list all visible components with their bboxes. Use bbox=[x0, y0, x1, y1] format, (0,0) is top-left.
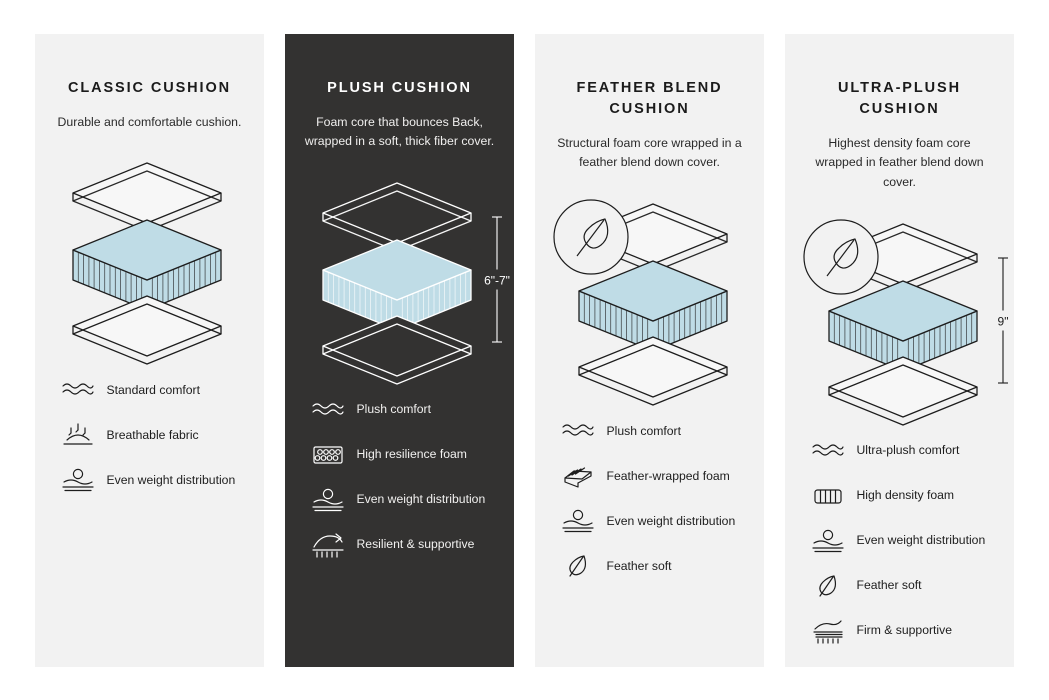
feature-row bbox=[805, 476, 995, 516]
wave-lines-icon bbox=[555, 414, 601, 448]
even-weight-distribution-icon bbox=[305, 483, 351, 517]
card-title: ULTRA-PLUSH CUSHION bbox=[838, 79, 961, 117]
feature-row bbox=[805, 611, 995, 651]
feature-row bbox=[555, 501, 745, 541]
feature-label: High density foam bbox=[856, 488, 955, 503]
wave-lines-icon bbox=[805, 434, 851, 468]
feature-label: Standard comfort bbox=[106, 382, 200, 397]
cushion-card-feather-blend-cushion[interactable] bbox=[535, 34, 764, 667]
feature-label: Plush comfort bbox=[606, 423, 682, 438]
feature-row bbox=[305, 435, 495, 475]
feature-label: Feather-wrapped foam bbox=[606, 468, 730, 483]
cushion-layers-illustration bbox=[285, 158, 514, 386]
feature-label: Even weight distribution bbox=[106, 472, 236, 487]
svg-text:6"-7": 6"-7" bbox=[484, 273, 510, 288]
cushion-layers-illustration bbox=[785, 199, 1014, 427]
honeycomb-foam-icon bbox=[305, 438, 351, 472]
svg-text:9": 9" bbox=[997, 314, 1009, 329]
firm-support-icon bbox=[805, 614, 851, 648]
card-subtitle: Structural foam core wrapped in a feather blend down cover. bbox=[557, 135, 742, 170]
card-title: PLUSH CUSHION bbox=[327, 79, 472, 96]
feature-row bbox=[305, 525, 495, 565]
card-subtitle: Foam core that bounces Back, wrapped in a soft, thick fiber cover. bbox=[304, 114, 495, 149]
feature-row bbox=[55, 415, 245, 455]
feature-list bbox=[555, 411, 745, 586]
wave-lines-icon bbox=[55, 373, 101, 407]
feature-label: Plush comfort bbox=[356, 402, 432, 417]
feature-label: Breathable fabric bbox=[106, 427, 199, 442]
feature-row bbox=[805, 521, 995, 561]
high-density-foam-icon bbox=[805, 479, 851, 513]
cushion-card-classic-cushion[interactable] bbox=[35, 34, 264, 667]
feature-label: Firm & supportive bbox=[856, 623, 952, 638]
breathable-fabric-icon bbox=[55, 418, 101, 452]
feature-row bbox=[305, 390, 495, 430]
feature-row bbox=[55, 370, 245, 410]
feature-row bbox=[555, 546, 745, 586]
feature-label: Even weight distribution bbox=[856, 533, 986, 548]
feather-wrapped-foam-icon bbox=[555, 459, 601, 493]
cushion-card-ultra-plush-cushion[interactable] bbox=[785, 34, 1014, 667]
feature-row bbox=[805, 431, 995, 471]
even-weight-distribution-icon bbox=[805, 524, 851, 558]
feature-label: Feather soft bbox=[856, 578, 922, 593]
feature-label: High resilience foam bbox=[356, 447, 467, 462]
feature-row bbox=[805, 566, 995, 606]
feature-row bbox=[555, 456, 745, 496]
feature-list bbox=[55, 370, 245, 500]
leaf-icon bbox=[805, 569, 851, 603]
feature-label: Resilient & supportive bbox=[356, 537, 475, 552]
card-title: CLASSIC CUSHION bbox=[67, 79, 232, 96]
cushion-layers-illustration bbox=[535, 179, 764, 407]
feature-label: Ultra-plush comfort bbox=[856, 443, 960, 458]
feature-row bbox=[555, 411, 745, 451]
even-weight-distribution-icon bbox=[555, 504, 601, 538]
feature-row bbox=[55, 460, 245, 500]
even-weight-distribution-icon bbox=[55, 463, 101, 497]
cushion-layers-illustration bbox=[35, 138, 264, 366]
feature-row bbox=[305, 480, 495, 520]
cushion-card-plush-cushion[interactable] bbox=[285, 34, 514, 667]
card-title: FEATHER BLEND CUSHION bbox=[576, 79, 723, 117]
feature-label: Even weight distribution bbox=[606, 513, 736, 528]
feature-label: Even weight distribution bbox=[356, 492, 486, 507]
feature-list bbox=[805, 431, 995, 651]
wave-lines-icon bbox=[305, 393, 351, 427]
card-subtitle: Durable and comfortable cushion. bbox=[57, 114, 242, 129]
leaf-icon bbox=[555, 549, 601, 583]
feature-list bbox=[305, 390, 495, 565]
resilient-support-icon bbox=[305, 528, 351, 562]
card-subtitle: Highest density foam core wrapped in feather blend down cover. bbox=[815, 135, 984, 190]
feature-label: Feather soft bbox=[606, 558, 672, 573]
